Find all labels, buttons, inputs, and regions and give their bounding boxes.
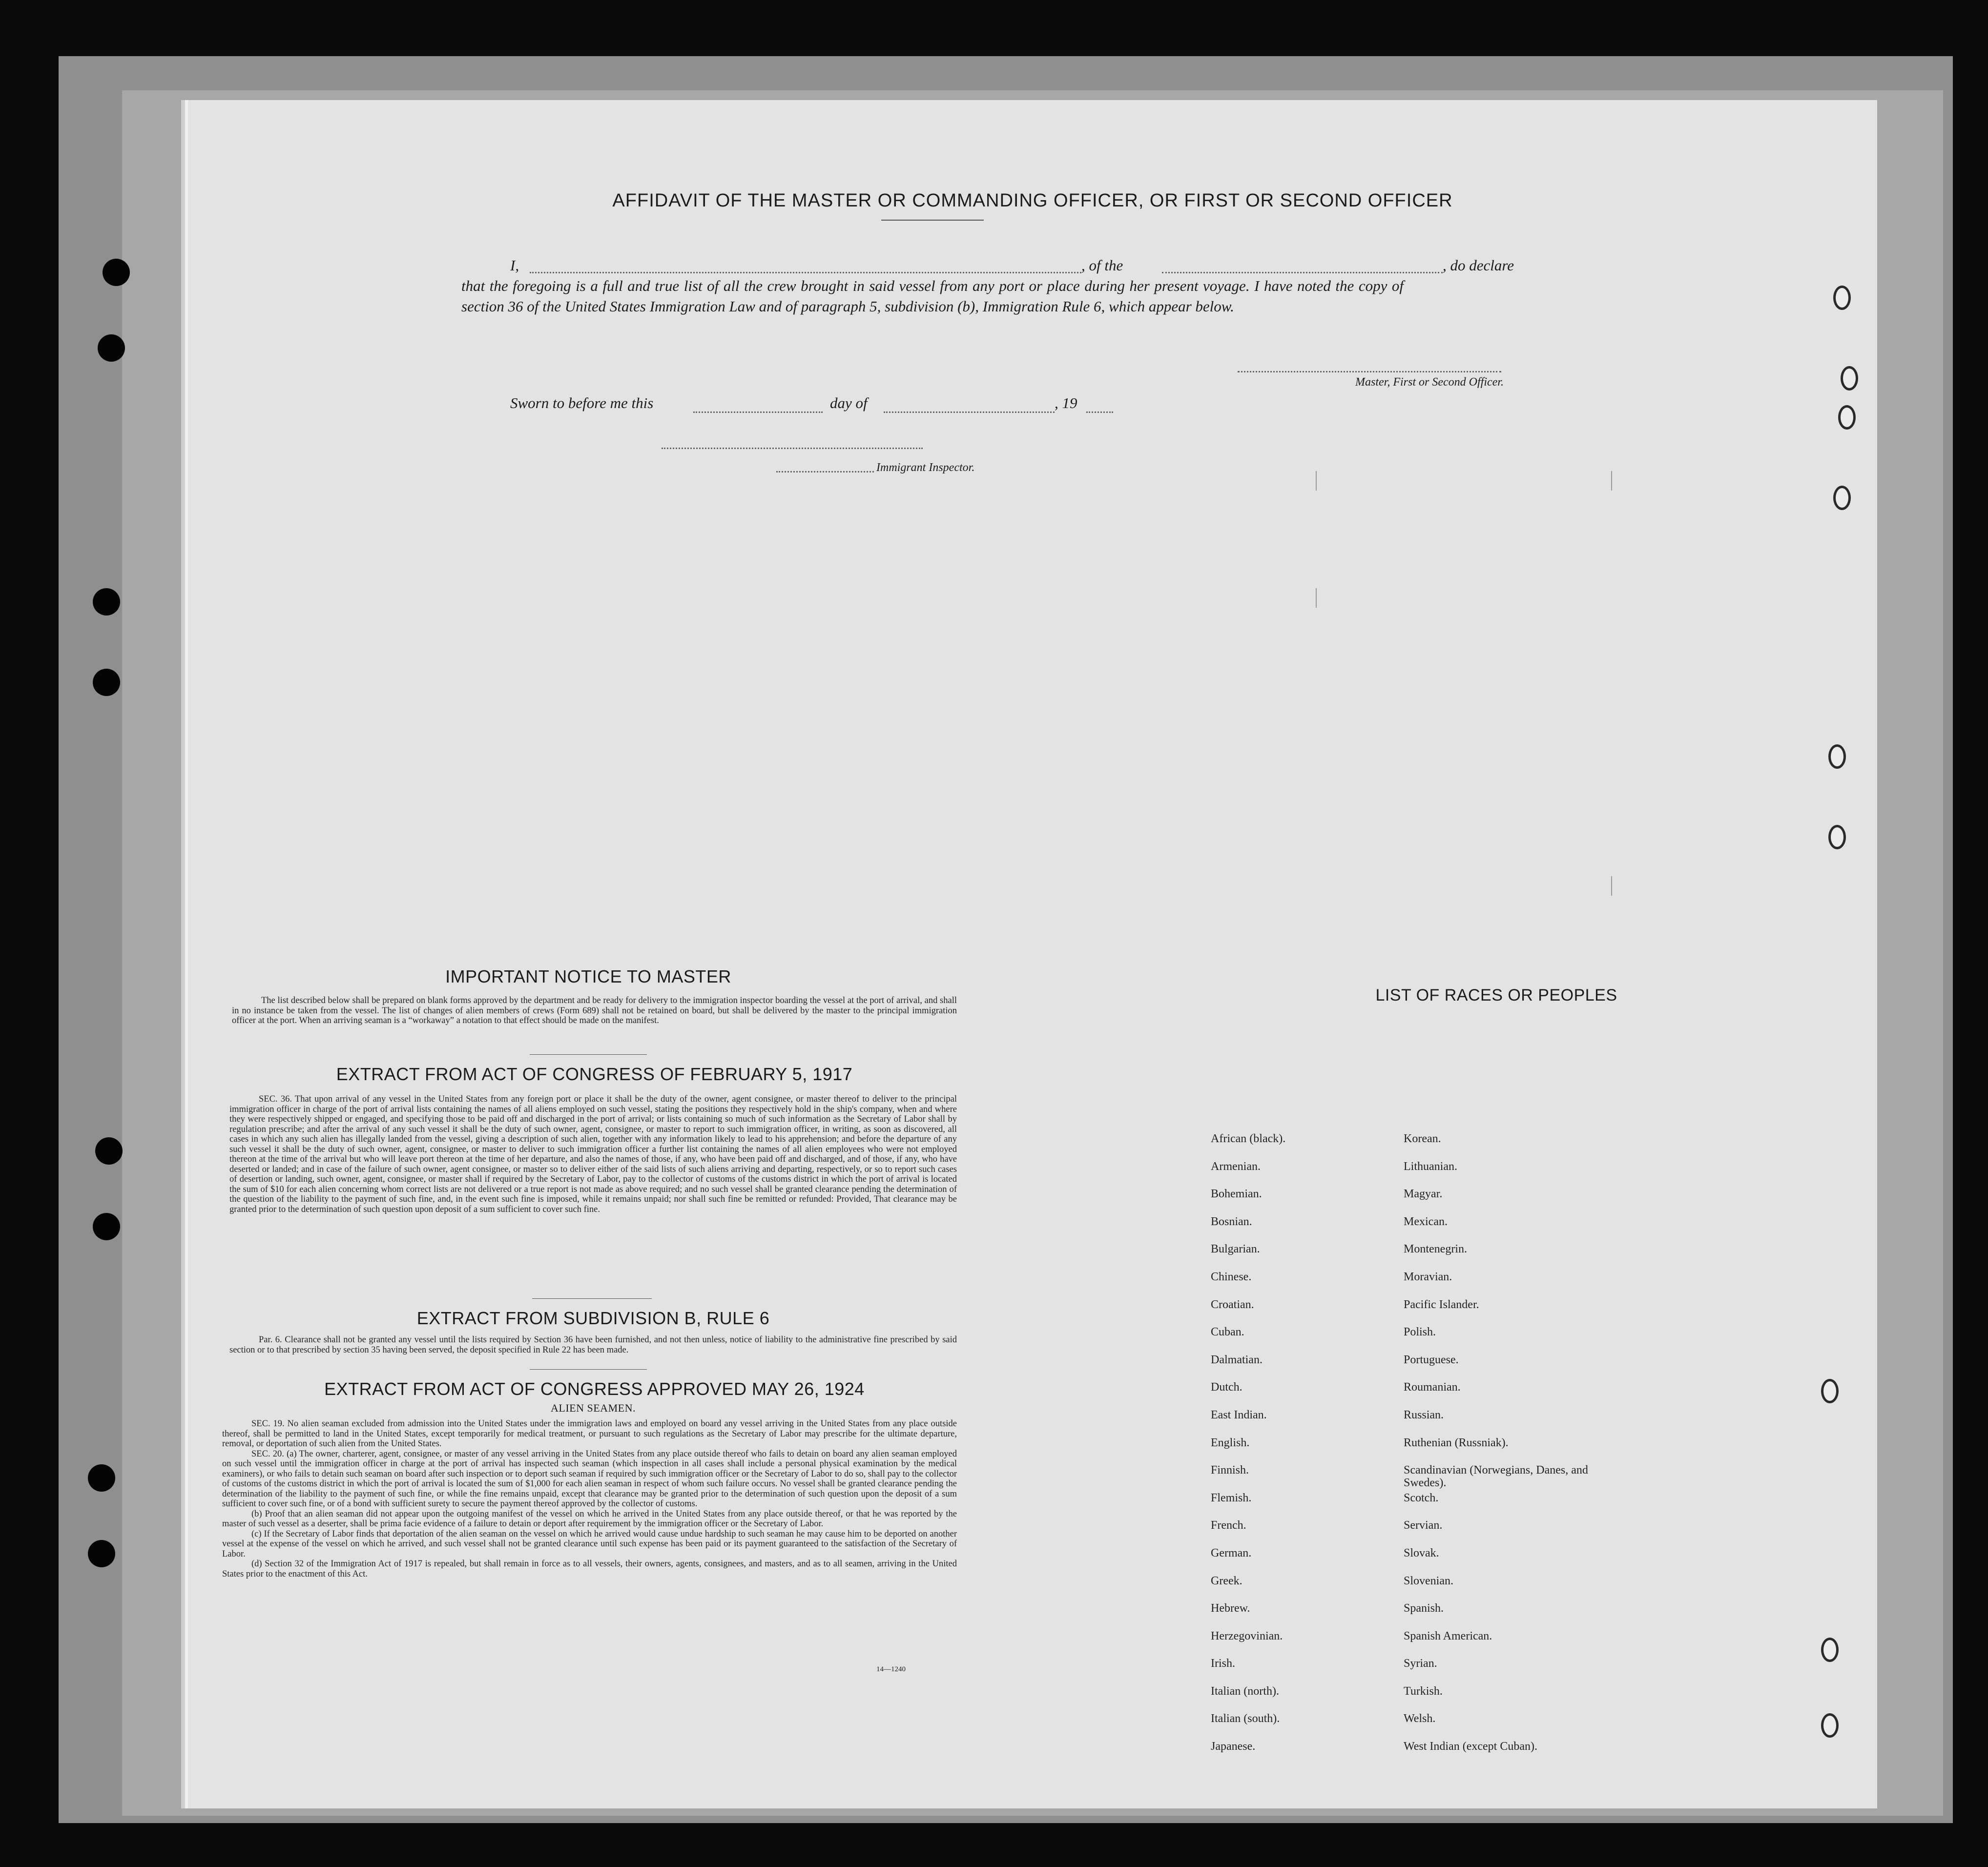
race-item: Roumanian. [1404, 1381, 1461, 1394]
affidavit-title: AFFIDAVIT OF THE MASTER OR COMMANDING OFFICER, OR FIRST OR SECOND OFFICER [612, 190, 1453, 211]
race-item: Italian (north). [1211, 1684, 1279, 1698]
race-item: Hebrew. [1211, 1602, 1250, 1615]
form-sheet [188, 100, 1877, 1808]
faint-mark [1611, 471, 1612, 491]
punch-hole [1841, 366, 1858, 390]
year-label: , 19 [1055, 394, 1077, 411]
vessel-role-blank[interactable] [1162, 272, 1443, 273]
race-item: Scotch. [1404, 1491, 1439, 1504]
binder-hole [93, 669, 120, 696]
sworn-month-blank[interactable] [884, 411, 1055, 413]
binder-hole [93, 588, 120, 615]
section-20a-paragraph: SEC. 20. (a) The owner, charterer, agent, consignee, or master of any vessel arriving in the United States from any place outside thereof who fails to detain on board any alien seaman employed on such vessel until the immigration officer in charge at the port of arrival has inspected such seaman (which inspection in all cases shall include a personal physical examination by the medical examiners), or who fails to detain such seaman on board after such inspection or to deport such seaman if required by such immigration officer or the Secretary of Labor to do so, shall pay to the collector of customs of the customs district in which the port of arrival is located the sum of $1,000 for each alien seaman in respect of whom such failure occurs. No vessel shall be granted clearance pending the determination of the liability to the payment of such fine, or while the fine remains unpaid, except that clearance may be granted prior to the determination of such question upon the deposit of a sum sufficient to cover such fine, or of a bond with sufficient surety to secure the payment thereof approved by the collector of customs. [222, 1449, 957, 1509]
race-item: Armenian. [1211, 1160, 1261, 1173]
race-item: Pacific Islander. [1404, 1298, 1479, 1311]
officer-signature-label: Master, First or Second Officer. [1355, 376, 1504, 389]
officer-signature-blank[interactable] [1238, 371, 1501, 372]
punch-hole [1828, 825, 1846, 849]
race-item: Dalmatian. [1211, 1353, 1263, 1366]
alien-seamen-subtitle: ALIEN SEAMEN. [551, 1402, 636, 1414]
declarant-name-blank[interactable] [530, 272, 1081, 273]
binder-hole [95, 1137, 123, 1165]
race-item: German. [1211, 1546, 1252, 1559]
races-column-1 [1211, 1132, 1387, 1768]
race-item: East Indian. [1211, 1408, 1267, 1421]
punch-hole [1821, 1379, 1839, 1403]
race-item: Japanese. [1211, 1740, 1256, 1753]
binder-hole [93, 1213, 120, 1240]
section-20c-paragraph: (c) If the Secretary of Labor finds that deportation of the alien seaman on the vessel on which he arrived would cause undue hardship to such seaman he may cause him to be deported on another vessel at the expense of the vessel on which he arrived, and such vessel shall not be granted clearance until such expense has been paid or its payment guaranteed to the satisfaction of the Secretary of Labor. [222, 1529, 957, 1559]
race-item: Finnish. [1211, 1464, 1249, 1477]
extract-1917-text [229, 1094, 957, 1214]
race-item: Scandinavian (Norwegians, Danes, and Swedes). [1404, 1464, 1588, 1490]
race-item: Polish. [1404, 1326, 1436, 1339]
inspector-label: Immigrant Inspector. [876, 461, 975, 474]
race-item: Turkish. [1404, 1684, 1443, 1698]
race-item: Croatian. [1211, 1298, 1254, 1311]
declaration-text: that the foregoing is a full and true list of all the crew brought in said vessel from any port or place during her present voyage. I have noted the copy of section 36 of the United States Immigration Law and of paragraph 5, subdivision (b), Immigration Rule 6, which appear below. [461, 277, 1404, 315]
section-36-paragraph: SEC. 36. That upon arrival of any vessel in the United States from any foreign port or place it shall be the duty of the owner, agent consignee, or master thereof to deliver to the principal immigration officer in charge of the port of arrival lists containing the names of all aliens employed on such vessel, stating the positions they respectively hold in the ship's company, when and where they were respectively shipped or engaged, and specifying those to be paid off and discharged in the port of arrival; or lists containing so much of such information as the Secretary of Labor shall by regulation prescribe; and after the arrival of any such vessel it shall be the duty of such owner, agent, consignee, or master to report to such immigration officer, in writing, as soon as discovered, all cases in which any such alien has illegally landed from the vessel, giving a description of such alien, together with any information likely to lead to his apprehension; and before the departure of any such vessel it shall be the duty of such owner, agent, consignee, or master to deliver to such immigration officer a further list containing the names of all alien employees who were not employed thereon at the time of the arrival but who will leave port thereon at the time of her departure, and also the names of those, if any, who have been paid off and discharged, and of those, if any, who have deserted or landed; and in case of the failure of such owner, agent consignee, or master so to deliver either of the said lists of such aliens arriving and departing, respectively, or so to report such cases of desertion or landing, such owner, agent, consignee, or master shall if required by the Secretary of Labor, pay to the collector of customs of the customs district in which the port of arrival is located the sum of $10 for each alien concerning whom correct lists are not delivered or a true report is not made as above required; and no such vessel shall be granted clearance pending the determination of the question of the liability to the payment of such fine, and, in the event such fine is imposed, while it remains unpaid; nor shall such fine be remitted or refunded: Provided, That clearance may be granted prior to the determination of such question upon deposit of a sum sufficient to cover such fine. [229, 1094, 957, 1214]
race-item: Syrian. [1404, 1657, 1437, 1670]
race-item: Korean. [1404, 1132, 1441, 1145]
race-item: English. [1211, 1436, 1250, 1449]
race-item: Spanish American. [1404, 1629, 1492, 1642]
notice-divider [530, 1054, 647, 1055]
race-item: Bulgarian. [1211, 1243, 1260, 1256]
race-item: African (black). [1211, 1132, 1286, 1145]
binder-hole [98, 334, 125, 362]
notice-text [232, 996, 957, 1026]
punch-hole [1833, 286, 1851, 310]
race-item: Mexican. [1404, 1215, 1448, 1228]
race-item: Welsh. [1404, 1712, 1436, 1725]
rule-6-title: EXTRACT FROM SUBDIVISION B, RULE 6 [416, 1308, 770, 1328]
races-column-2 [1404, 1132, 1609, 1768]
inspector-signature-blank[interactable] [662, 448, 923, 449]
declarant-prefix: I, [510, 257, 519, 274]
races-title: LIST OF RACES OR PEOPLES [1375, 986, 1617, 1005]
rule-6-text [229, 1335, 957, 1355]
punch-hole [1833, 486, 1851, 510]
race-item: Dutch. [1211, 1381, 1242, 1394]
race-item: Flemish. [1211, 1491, 1252, 1504]
race-item: Spanish. [1404, 1602, 1444, 1615]
punch-hole [1821, 1713, 1839, 1738]
extract-1917-title: EXTRACT FROM ACT OF CONGRESS OF FEBRUARY 5, 1917 [336, 1064, 853, 1084]
section-20d-paragraph: (d) Section 32 of the Immigration Act of 1917 is repealed, but shall remain in force as to all vessels, their owners, agents, consignees, and masters, and as to all seamen, arriving in the United States prior to the enactment of this Act. [222, 1559, 957, 1579]
race-item: Ruthenian (Russniak). [1404, 1436, 1509, 1449]
extract-1924-title: EXTRACT FROM ACT OF CONGRESS APPROVED MAY 26, 1924 [324, 1379, 865, 1399]
sworn-label: Sworn to before me this [510, 394, 654, 411]
binder-hole [103, 259, 130, 286]
race-item: West Indian (except Cuban). [1404, 1740, 1537, 1753]
do-declare-label: , do declare [1443, 257, 1514, 274]
faint-mark [1316, 471, 1317, 491]
section-19-paragraph: SEC. 19. No alien seaman excluded from admission into the United States under the immigration laws and employed on board any vessel arriving in the United States from any place outside thereof, shall be permitted to land in the United States, except temporarily for medical treatment, or pursuant to such regulations as the Secretary of Labor may prescribe for the ultimate departure, removal, or deportation of such alien from the United States. [222, 1419, 957, 1449]
race-item: Bosnian. [1211, 1215, 1252, 1228]
race-item: Lithuanian. [1404, 1160, 1457, 1173]
race-item: Montenegrin. [1404, 1243, 1467, 1256]
race-item: Russian. [1404, 1408, 1444, 1421]
race-item: Portuguese. [1404, 1353, 1459, 1366]
race-item: Irish. [1211, 1657, 1235, 1670]
punch-hole [1821, 1638, 1839, 1662]
race-item: Servian. [1404, 1519, 1443, 1532]
day-of-label: day of [830, 394, 868, 411]
extract-1917-divider [532, 1298, 652, 1299]
sworn-day-blank[interactable] [693, 411, 823, 413]
rule-6-divider [530, 1369, 647, 1370]
race-item: Slovak. [1404, 1546, 1439, 1559]
race-item: Slovenian. [1404, 1574, 1453, 1587]
binder-hole [88, 1464, 115, 1492]
section-20b-paragraph: (b) Proof that an alien seaman did not appear upon the outgoing manifest of the vessel on which he arrived in the United States from any place outside thereof, or that he was reported by the master of such vessel as a deserter, shall be prima facie evidence of a failure to detain or deport after requirement by the immigration officer or the Secretary of Labor. [222, 1509, 957, 1529]
punch-hole [1838, 405, 1856, 430]
sworn-year-blank[interactable] [1086, 411, 1113, 413]
notice-title: IMPORTANT NOTICE TO MASTER [445, 966, 731, 986]
binder-hole [88, 1540, 115, 1567]
of-the-label: , of the [1081, 257, 1123, 274]
race-item: Magyar. [1404, 1188, 1443, 1201]
race-item: Cuban. [1211, 1326, 1244, 1339]
inspector-signature-blank-short[interactable] [776, 471, 874, 472]
title-divider [881, 220, 984, 221]
race-item: French. [1211, 1519, 1246, 1532]
form-number: 14—1240 [876, 1665, 906, 1673]
race-item: Bohemian. [1211, 1188, 1262, 1201]
race-item: Herzegovinian. [1211, 1629, 1283, 1642]
faint-mark [1611, 876, 1612, 896]
extract-1924-text [222, 1419, 957, 1579]
punch-hole [1828, 744, 1846, 769]
notice-paragraph: The list described below shall be prepared on blank forms approved by the department and be ready for delivery to the immigration inspector boarding the vessel at the port of arrival, and shall in no instance be taken from the vessel. The list of changes of alien members of crews (Form 689) shall not be retained on board, but shall be delivered by the master to the principal immigration officer at the port. When an arriving seaman is a “workaway” a notation to that effect should be made on the manifest. [232, 996, 957, 1026]
faint-mark [1316, 588, 1317, 608]
race-item: Moravian. [1404, 1270, 1452, 1283]
race-item: Italian (south). [1211, 1712, 1280, 1725]
race-item: Chinese. [1211, 1270, 1252, 1283]
race-item: Greek. [1211, 1574, 1242, 1587]
rule-6-paragraph: Par. 6. Clearance shall not be granted any vessel until the lists required by Section 36 have been furnished, and not then unless, notice of liability to the administrative fine prescribed by said section or to that prescribed by section 35 having been served, the deposit specified in Rule 22 has been made. [229, 1335, 957, 1355]
